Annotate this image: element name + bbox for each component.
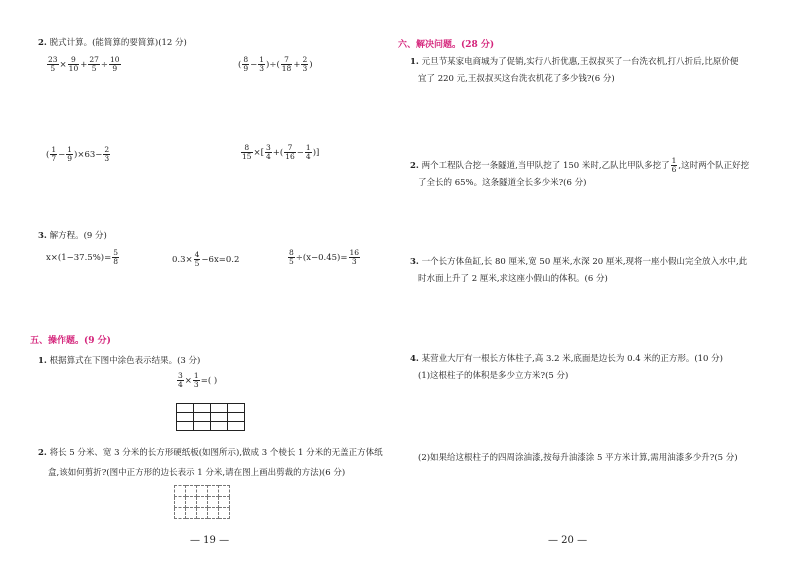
operation-2-line-2: 盒,该如何剪折?(图中正方形的边长表示 1 分米,请在图上画出剪裁的方法)(6 分) <box>48 468 346 478</box>
question-text: 根据算式在下图中涂色表示结果。(3 分) <box>49 356 201 366</box>
problem-4-sub-2: (2)如果给这根柱子的四周涂油漆,按每升油漆涂 5 平方米计算,需用油漆多少升?(5 分) <box>418 453 738 463</box>
problem-3 <box>410 256 747 268</box>
page-number-right: — 20 — <box>548 535 588 546</box>
problem-2-line-2: 了全长的 65%。这条隧道全长多少米?(6 分) <box>418 178 587 188</box>
page-number-left: — 19 — <box>190 535 230 546</box>
section-6-title: 六、解决问题。(28 分) <box>398 40 495 50</box>
question-text-line-1: 某营业大厅有一根长方体柱子,高 3.2 米,底面是边长为 0.4 米的正方形。(10 分) <box>421 354 723 364</box>
equation-2: 0.3× $\frac{4}{5}$ −6x=0.2 <box>172 250 240 268</box>
problem-1 <box>410 56 738 68</box>
operation-2 <box>38 447 383 459</box>
question-text: 解方程。(9 分) <box>49 231 107 241</box>
equation-1: x×(1−37.5%)= $\frac{5}{8}$ <box>46 248 118 266</box>
shading-grid[interactable] <box>176 403 245 431</box>
answer-blank[interactable]: ( ) <box>207 376 218 386</box>
expression-2: ( $\frac{8}{9}$ − $\frac{1}{3}$ )÷( $\frac{7}{18}$ + $\frac{2}{3}$ ) <box>238 55 313 73</box>
problem-4 <box>410 353 723 365</box>
cardboard-dashed-grid[interactable] <box>174 485 230 519</box>
question-number: 2. <box>410 161 419 171</box>
question-text-line-1: 一个长方体鱼缸,长 80 厘米,宽 50 厘米,水深 20 厘米,现将一座小假山完全放入水中,此 <box>421 257 748 267</box>
question-text-line-1: 元旦节某家电商城为了促销,实行八折优惠,王叔叔买了一台洗衣机,打八折后,比原价便 <box>421 57 739 67</box>
problem-1-line-2: 宜了 220 元,王叔叔买这台洗衣机花了多少钱?(6 分) <box>418 74 615 84</box>
problem-2 <box>410 157 749 174</box>
expression-3: ( $\frac{1}{7}$ − $\frac{1}{9}$ )×63− $\frac{2}{3}$ <box>46 145 110 163</box>
question-number: 1. <box>38 356 47 366</box>
question-3-heading <box>38 230 107 242</box>
problem-4-sub-1: (1)这根柱子的体积是多少立方米?(5 分) <box>418 371 569 381</box>
question-number: 4. <box>410 354 419 364</box>
question-text-line-1a: 两个工程队合挖一条隧道,当甲队挖了 150 米时,乙队比甲队多挖了 <box>421 161 670 171</box>
question-number: 3. <box>410 257 419 267</box>
question-number: 1. <box>410 57 419 67</box>
question-number: 3. <box>38 231 47 241</box>
equation-3: $\frac{8}{5}$ ÷(x−0.45)= $\frac{16}{3}$ <box>289 248 360 266</box>
problem-3-line-2: 时水面上升了 2 厘米,求这座小假山的体积。(6 分) <box>418 274 608 284</box>
expression-1: $\frac{23}{5}$ × $\frac{9}{10}$ + $\frac{27}{5}$ ÷ $\frac{10}{9}$ <box>48 55 120 73</box>
operation-1-expression: $\frac{3}{4}$ × $\frac{1}{3}$ =( ) <box>178 371 218 389</box>
question-text-line-1: 将长 5 分米、宽 3 分米的长方形硬纸板(如图所示),做成 3 个棱长 1 分米的无盖正方体纸 <box>49 448 383 458</box>
question-number: 2. <box>38 448 47 458</box>
question-text-line-1b: ,这时两个队正好挖 <box>678 161 750 171</box>
operation-1 <box>38 355 200 367</box>
question-number: 2. <box>38 38 47 48</box>
question-2-heading <box>38 37 187 49</box>
section-5-title: 五、操作题。(9 分) <box>30 336 111 346</box>
question-text: 脱式计算。(能简算的要简算)(12 分) <box>49 38 187 48</box>
fraction-one-sixth: $\frac{1}{6}$ <box>671 156 677 174</box>
expression-4: $\frac{8}{15}$ ×[ $\frac{3}{4}$ +( $\frac{7}{16}$ − $\frac{1}{4}$ )] <box>242 143 320 161</box>
